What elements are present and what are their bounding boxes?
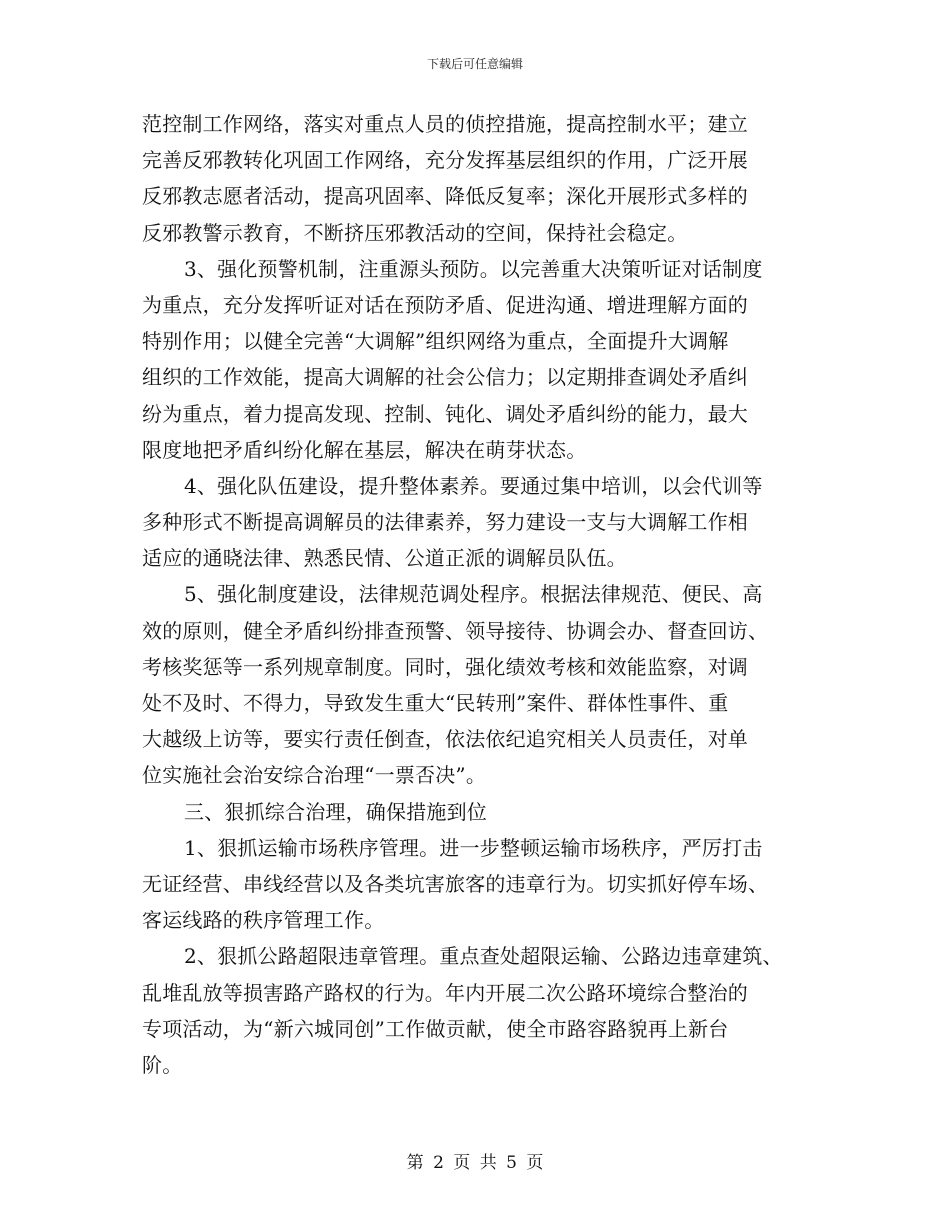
- text-line: 限度地把矛盾纠纷化解在基层，解决在萌芽状态。: [142, 437, 587, 462]
- text-line: 效的原则，健全矛盾纠纷排查预警、领导接待、协调会办、督查回访、: [142, 618, 769, 643]
- page-header: 下载后可任意编辑: [426, 57, 523, 71]
- text-line: 5、强化制度建设，法律规范调处程序。根据法律规范、便民、高: [184, 582, 763, 607]
- text-line: 3、强化预警机制，注重源头预防。以完善重大决策听证对话制度: [184, 256, 763, 281]
- page-footer: 第 2 页 共 5 页: [406, 1153, 544, 1173]
- text-line: 处不及时、不得力，导致发生重大“民转刑”案件、群体性事件、重: [142, 691, 729, 715]
- text-line: 反邪教警示教育，不断挤压邪教活动的空间，保持社会稳定。: [142, 220, 688, 245]
- text-line: 纷为重点，着力提高发现、控制、钝化、调处矛盾纠纷的能力，最大: [142, 401, 748, 426]
- text-line: 无证经营、串线经营以及各类坑害旅客的违章行为。切实抓好停车场、: [142, 871, 769, 896]
- text-line: 三、狠抓综合治理，确保措施到位: [184, 799, 487, 824]
- text-line: 4、强化队伍建设，提升整体素养。要通过集中培训，以会代训等: [184, 473, 763, 498]
- document-body: [142, 106, 812, 1083]
- text-line: 多种形式不断提高调解员的法律素养，努力建设一支与大调解工作相: [142, 510, 748, 535]
- text-line: 乱堆乱放等损害路产路权的行为。年内开展二次公路环境综合整治的: [142, 980, 748, 1005]
- text-line: 考核奖惩等一系列规章制度。同时，强化绩效考核和效能监察，对调: [142, 654, 748, 679]
- text-line: 位实施社会治安综合治理“一票否决”。: [142, 763, 487, 788]
- text-line: 大越级上访等，要实行责任倒查，依法依纪追究相关人员责任，对单: [142, 727, 748, 752]
- text-line: 为重点，充分发挥听证对话在预防矛盾、促进沟通、增进理解方面的: [142, 292, 748, 317]
- text-line: 特别作用；以健全完善“大调解”组织网络为重点，全面提升大调解: [142, 329, 729, 354]
- text-line: 反邪教志愿者活动，提高巩固率、降低反复率；深化开展形式多样的: [142, 184, 748, 209]
- text-line: 范控制工作网络，落实对重点人员的侦控措施，提高控制水平；建立: [142, 112, 748, 136]
- text-line: 完善反邪教转化巩固工作网络，充分发挥基层组织的作用，广泛开展: [142, 148, 748, 173]
- text-line: 阶。: [142, 1052, 183, 1077]
- text-line: 客运线路的秩序管理工作。: [142, 908, 385, 933]
- text-line: 组织的工作效能，提高大调解的社会公信力；以定期排查调处矛盾纠: [142, 365, 748, 390]
- text-line: 1、狠抓运输市场秩序管理。进一步整顿运输市场秩序，严厉打击: [184, 835, 763, 860]
- text-line: 专项活动，为“新六城同创”工作做贡献，使全市路容路貌再上新台: [142, 1016, 729, 1041]
- text-line: 2、狠抓公路超限违章管理。重点查处超限运输、公路边违章建筑、: [184, 944, 783, 969]
- text-line: 适应的通晓法律、熟悉民情、公道正派的调解员队伍。: [142, 546, 627, 571]
